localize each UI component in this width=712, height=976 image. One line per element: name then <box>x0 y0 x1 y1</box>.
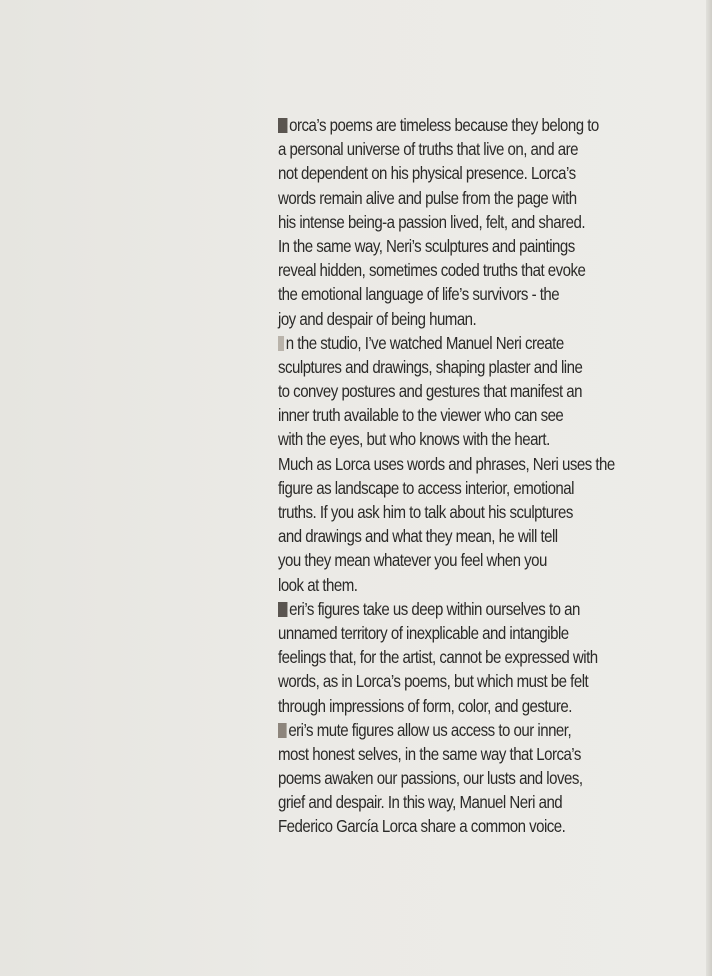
line-text: eri’s mute figures allow us access to our inner, <box>288 719 572 740</box>
text-line: grief and despair. In this way, Manuel Neri and <box>278 792 563 813</box>
text-line <box>278 718 598 742</box>
page-edge <box>706 0 712 976</box>
drop-cap <box>278 336 284 351</box>
text-line: words, as in Lorca’s poems, but which must be felt <box>278 671 589 692</box>
drop-cap <box>278 118 287 133</box>
text-line: the emotional language of life’s survivors - the <box>278 284 560 305</box>
text-line <box>278 597 598 621</box>
text-line: to convey postures and gestures that manifest an <box>278 381 583 402</box>
text-line: In the same way, Neri’s sculptures and paintings <box>278 235 575 256</box>
text-line: not dependent on his physical presence. Lorca’s <box>278 163 576 184</box>
line-text: orca’s poems are timeless because they belong to <box>289 115 599 135</box>
text-line: you they mean whatever you feel when you <box>278 550 547 571</box>
paragraph-2 <box>278 331 650 597</box>
text-line: Much as Lorca uses words and phrases, Neri uses the <box>278 453 615 474</box>
essay-text <box>278 113 650 839</box>
text-line: most honest selves, in the same way that Lorca’s <box>278 743 581 764</box>
text-line <box>278 113 598 137</box>
text-line: truths. If you ask him to talk about his sculptures <box>278 502 573 522</box>
text-line <box>278 331 598 355</box>
text-line: feelings that, for the artist, cannot be expressed with <box>278 647 598 668</box>
text-line: sculptures and drawings, shaping plaster and line <box>278 356 583 377</box>
text-line: Federico García Lorca share a common voice. <box>278 816 566 837</box>
drop-cap <box>278 723 287 738</box>
text-line: unnamed territory of inexplicable and intangible <box>278 622 569 643</box>
text-line: and drawings and what they mean, he will tell <box>278 526 558 547</box>
drop-cap <box>278 602 287 617</box>
paragraph-3 <box>278 597 650 718</box>
text-line: look at them. <box>278 574 358 595</box>
text-line: his intense being-a passion lived, felt, and shared. <box>278 211 585 232</box>
paragraph-1 <box>278 113 650 331</box>
text-line: a personal universe of truths that live on, and are <box>278 139 578 160</box>
text-line: figure as landscape to access interior, emotional <box>278 477 574 498</box>
text-line: words remain alive and pulse from the page with <box>278 187 577 208</box>
text-line: poems awaken our passions, our lusts and loves, <box>278 768 583 789</box>
paragraph-4 <box>278 718 650 839</box>
text-line: with the eyes, but who knows with the heart. <box>278 429 550 450</box>
text-line: joy and despair of being human. <box>278 308 477 329</box>
text-line: inner truth available to the viewer who can see <box>278 405 564 426</box>
text-line: through impressions of form, color, and gesture. <box>278 695 572 716</box>
text-line: reveal hidden, sometimes coded truths that evoke <box>278 260 586 281</box>
line-text: eri’s figures take us deep within ourselves to an <box>289 598 580 619</box>
line-text: n the studio, I’ve watched Manuel Neri create <box>285 332 564 353</box>
